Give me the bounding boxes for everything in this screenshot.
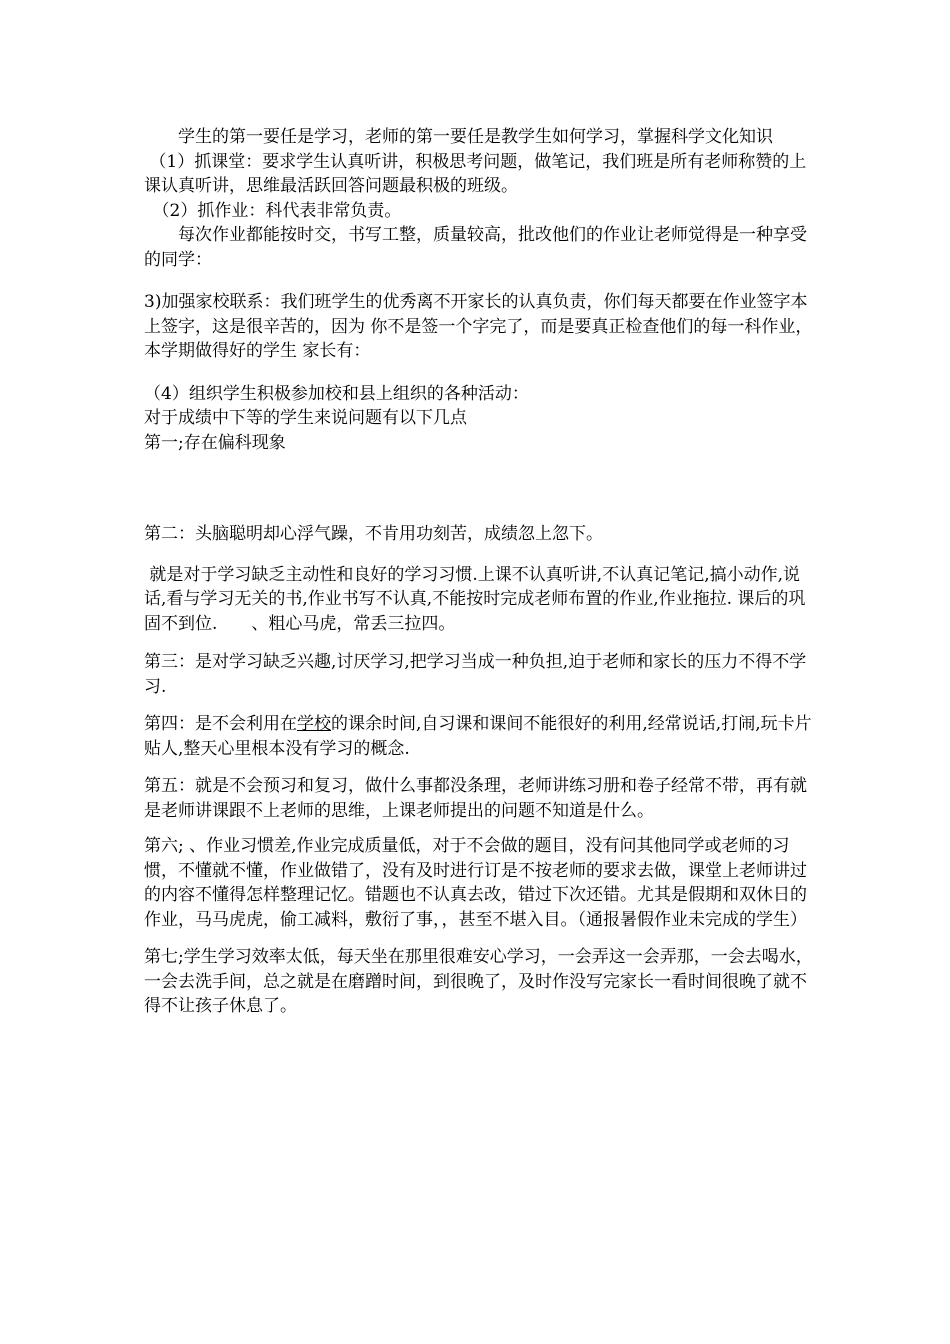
problems-intro: 对于成绩中下等的学生来说问题有以下几点 [144, 408, 467, 428]
problem-2: 第二：头脑聪明却心浮气躁，不肯用功刻苦，成绩忽上忽下。 [144, 524, 603, 544]
problem-5: 第五：就是不会预习和复习，做什么事都没条理，老师讲练习册和卷子经常不带，再有就是老师讲课跟不上老师的思维，上课老师提出的问题不知道是什么。 [144, 776, 807, 821]
problem-4-rest: 的课余时间,自习课和课间不能很好的利用,经常说话,打闹,玩卡片贴人,整天心里根本没有学习的概念. [144, 714, 812, 759]
item-4-activities: （4）组织学生积极参加校和县上组织的各种活动： [144, 383, 529, 404]
problem-6: 第六; 、作业习惯差,作业完成质量低，对于不会做的题目，没有问其他同学或老师的习惯，不懂就不懂，作业做错了，没有及时进行订是不按老师的要求去做，课堂上老师讲过的内容不懂得怎样整理记忆。错题也不认真去改，错过下次还错。尤其是假期和双休日的作业，马马虎虎，偷工减料，敷衍了事，，甚至不堪入目。（通报暑假作业未完成的学生） [144, 836, 807, 930]
intro-paragraph: 学生的第一要任是学习，老师的第一要任是教学生如何学习，掌握科学文化知识 [144, 127, 773, 147]
problem-3: 第三：是对学习缺乏兴趣,讨厌学习,把学习当成一种负担,迫于老师和家长的压力不得不学习. [144, 652, 807, 697]
item-2-homework: （2）抓作业：科代表非常负责。 [144, 200, 402, 221]
item-3-home-school: 3)加强家校联系：我们班学生的优秀离不开家长的认真负责，你们每天都要在作业签字本上签字，这是很辛苦的，因为 你不是签一个字完了，而是要真正检查他们的每一科作业，本学期做得好的学生 家长有： [144, 292, 813, 361]
problem-2-detail: 就是对于学习缺乏主动性和良好的学习习惯.上课不认真听讲,不认真记笔记,搞小动作,说话,看与学习无关的书,作业书写不认真,不能按时完成老师布置的作业,作业拖拉. 课后的巩固不到位. 、粗心马虎，常丢三拉四。 [144, 564, 806, 634]
item-2-detail: 每次作业都能按时交，书写工整，质量较高，批改他们的作业让老师觉得是一种享受的同学： [144, 225, 807, 270]
problem-7: 第七;学生学习效率太低，每天坐在那里很难安心学习，一会弄这一会弄那，一会去喝水，一会去洗手间，总之就是在磨蹭时间，到很晚了，及时作没写完家长一看时间很晚了就不得不让孩子休息了。 [144, 947, 813, 1016]
problem-1: 第一;存在偏科现象 [144, 432, 286, 453]
school-link[interactable]: 学校 [297, 714, 331, 734]
problem-4-start: 第四：是不会利用在 [144, 714, 297, 734]
problem-4 [144, 712, 814, 761]
item-1-classroom: （1）抓课堂：要求学生认真听讲，积极思考问题，做笔记，我们班是所有老师称赞的上课认真听讲，思维最活跃回答问题最积极的班级。 [144, 151, 807, 196]
document-body [144, 125, 814, 1019]
